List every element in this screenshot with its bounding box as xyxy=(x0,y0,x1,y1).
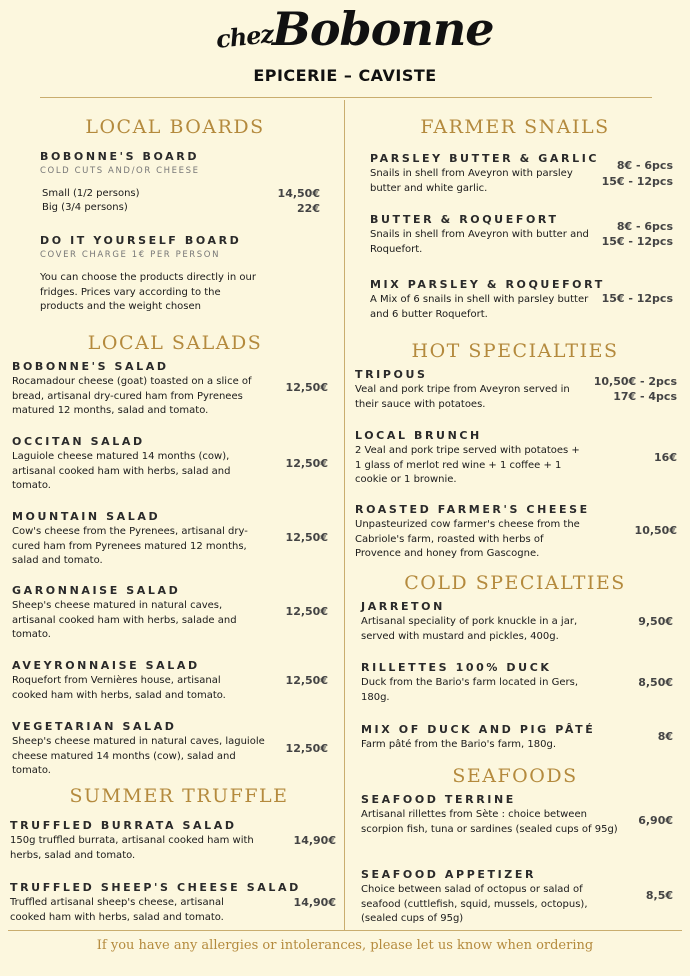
item-description: Snails in shell from Aveyron with parsley butter and white garlic. xyxy=(370,168,573,194)
section-title-hot-specialties: HOT SPECIALTIES xyxy=(411,340,619,362)
item-subtitle: COVER CHARGE 1€ PER PERSON xyxy=(40,250,221,260)
item-name: TRUFFLED SHEEP'S CHEESE SALAD xyxy=(10,881,301,894)
item-description: Cow's cheese from the Pyrenees, artisanal dry-cured ham from Pyrenees matured 12 months, salad and tomato. xyxy=(12,526,248,567)
board-size-big: Big (3/4 persons) xyxy=(42,202,128,213)
item-price: 15€ - 12pcs xyxy=(601,292,673,305)
item-name: JARRETON xyxy=(361,600,445,613)
section-title-summer-truffle: SUMMER TRUFFLE xyxy=(69,785,289,807)
item-price: 12,50€ xyxy=(285,742,328,755)
item-name: TRUFFLED BURRATA SALAD xyxy=(10,819,237,832)
section-title-local-salads: LOCAL SALADS xyxy=(87,332,263,354)
item-price: 8€ xyxy=(657,730,673,743)
section-title-local-boards: LOCAL BOARDS xyxy=(85,116,265,138)
item-name: MIX PARSLEY & ROQUEFORT xyxy=(370,278,605,291)
item-name: DO IT YOURSELF BOARD xyxy=(40,234,242,247)
logo-chez: chez xyxy=(214,19,275,54)
item-name: MIX OF DUCK AND PIG PÂTÉ xyxy=(361,723,596,736)
item-name: TRIPOUS xyxy=(355,368,428,381)
item-price: 10,50€ - 2pcs xyxy=(593,375,677,388)
item-description: Snails in shell from Aveyron with butter and Roquefort. xyxy=(370,229,589,255)
item-description: Laguiole cheese matured 14 months (cow), artisanal cooked ham with herbs, salad and tomato. xyxy=(12,451,231,492)
item-price: 8,50€ xyxy=(638,676,673,689)
board-size-small: Small (1/2 persons) xyxy=(42,188,140,199)
item-price: 12,50€ xyxy=(285,605,328,618)
item-name: SEAFOOD APPETIZER xyxy=(361,868,537,881)
item-price: 12,50€ xyxy=(285,674,328,687)
item-description: Unpasteurized cow farmer's cheese from the Cabriole's farm, roasted with herbs of Provence and honey from Gascogne. xyxy=(355,519,580,560)
item-price: 16€ xyxy=(654,451,677,464)
section-title-seafoods: SEAFOODS xyxy=(452,765,578,787)
item-price: 15€ - 12pcs xyxy=(601,235,673,248)
board-price-small: 14,50€ xyxy=(277,187,320,200)
item-price: 8€ - 6pcs xyxy=(616,159,673,172)
logo-bobonne: Bobonne xyxy=(272,2,494,56)
item-price: 17€ - 4pcs xyxy=(613,390,677,403)
item-price: 8€ - 6pcs xyxy=(616,220,673,233)
item-name: LOCAL BRUNCH xyxy=(355,429,482,442)
item-name: ROASTED FARMER'S CHEESE xyxy=(355,503,590,516)
item-name: VEGETARIAN SALAD xyxy=(12,720,177,733)
item-description: Roquefort from Vernières house, artisanal cooked ham with herbs, salad and tomato. xyxy=(12,675,226,701)
item-name: RILLETTES 100% DUCK xyxy=(361,661,552,674)
allergy-notice: If you have any allergies or intolerances, please let us know when ordering xyxy=(96,938,594,953)
item-name: MOUNTAIN SALAD xyxy=(12,510,161,523)
bottom-divider xyxy=(8,930,682,931)
item-description: Truffled artisanal sheep's cheese, artisanal cooked ham with herbs, salad and tomato. xyxy=(10,897,224,923)
section-title-farmer-snails: FARMER SNAILS xyxy=(420,116,610,138)
shop-subtitle: EPICERIE – CAVISTE xyxy=(253,66,437,85)
item-description: Rocamadour cheese (goat) toasted on a slice of bread, artisanal dry-cured ham from Pyrenees matured 12 months, salad and tomato. xyxy=(12,376,252,417)
item-description: Artisanal speciality of pork knuckle in a jar, served with mustard and pickles, 400g. xyxy=(361,616,578,642)
board-price-big: 22€ xyxy=(297,202,320,215)
item-name: SEAFOOD TERRINE xyxy=(361,793,516,806)
item-name: BOBONNE'S SALAD xyxy=(12,360,169,373)
item-name: OCCITAN SALAD xyxy=(12,435,145,448)
item-name: AVEYRONNAISE SALAD xyxy=(12,659,200,672)
item-price: 6,90€ xyxy=(638,814,673,827)
item-name: GARONNAISE SALAD xyxy=(12,584,181,597)
item-description: 150g truffled burrata, artisanal cooked ham with herbs, salad and tomato. xyxy=(10,835,254,861)
item-name: BOBONNE'S BOARD xyxy=(40,150,200,163)
item-description: Farm pâté from the Bario's farm, 180g. xyxy=(361,739,557,750)
item-description: Veal and pork tripe from Aveyron served in their sauce with potatoes. xyxy=(355,384,570,410)
item-description: Sheep's cheese matured in natural caves, artisanal cooked ham with herbs, salade and tomato. xyxy=(12,600,237,641)
item-description: Duck from the Bario's farm located in Gers, 180g. xyxy=(361,677,579,703)
item-description: You can choose the products directly in our fridges. Prices vary according to the products and the weight chosen xyxy=(40,272,256,313)
item-name: PARSLEY BUTTER & GARLIC xyxy=(370,152,600,165)
item-subtitle: COLD CUTS AND/OR CHEESE xyxy=(40,166,200,176)
item-description: Choice between salad of octopus or salad of seafood (cuttlefish, squid, mussels, octopus), (sealed cups of 95g) xyxy=(361,884,588,925)
item-name: BUTTER & ROQUEFORT xyxy=(370,213,559,226)
section-title-cold-specialties: COLD SPECIALTIES xyxy=(404,572,626,594)
item-price: 12,50€ xyxy=(285,531,328,544)
item-description: Artisanal rillettes from Sète : choice between scorpion fish, tuna or sardines (sealed cups of 95g) xyxy=(361,809,618,835)
item-price: 12,50€ xyxy=(285,457,328,470)
item-price: 8,5€ xyxy=(645,889,673,902)
item-price: 12,50€ xyxy=(285,381,328,394)
item-price: 9,50€ xyxy=(638,615,673,628)
item-price: 10,50€ xyxy=(634,524,677,537)
item-price: 14,90€ xyxy=(293,896,336,909)
item-description: 2 Veal and pork tripe served with potatoes + 1 glass of merlot red wine + 1 coffee + 1 cookie or 1 brownie. xyxy=(355,445,580,486)
top-divider xyxy=(40,97,652,98)
item-description: Sheep's cheese matured in natural caves, laguiole cheese matured 14 months (cow), salad and tomato. xyxy=(12,736,265,777)
item-description: A Mix of 6 snails in shell with parsley butter and 6 butter Roquefort. xyxy=(370,294,589,320)
item-price: 15€ - 12pcs xyxy=(601,175,673,188)
column-divider xyxy=(344,100,345,930)
item-price: 14,90€ xyxy=(293,834,336,847)
